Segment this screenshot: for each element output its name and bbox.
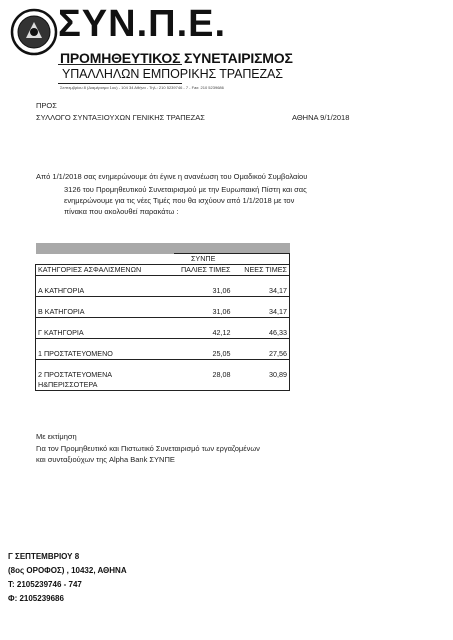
row-old-price: 28,08 bbox=[212, 370, 231, 379]
row-category: Β ΚΑΤΗΓΟΡΙΑ bbox=[36, 307, 174, 318]
closing-regards: Με εκτίμηση bbox=[36, 432, 77, 441]
row-category: 2 ΠΡΟΣΤΑΤΕΥΟΜΕΝΑ bbox=[36, 370, 174, 380]
table-row bbox=[36, 349, 290, 360]
recipient-prefix: ΠΡΟΣ bbox=[36, 101, 57, 110]
row-old-price: 25,05 bbox=[174, 349, 233, 360]
table-row bbox=[36, 328, 290, 339]
row-new-price: 30,89 bbox=[232, 370, 289, 380]
premium-table bbox=[35, 243, 290, 391]
letterhead-subtitle-2: ΥΠΑΛΛΗΛΩΝ ΕΜΠΟΡΙΚΗΣ ΤΡΑΠΕΖΑΣ bbox=[62, 67, 283, 81]
row-new-price: 46,33 bbox=[232, 328, 289, 339]
table-grey-row bbox=[36, 243, 290, 254]
row-category: Γ ΚΑΤΗΓΟΡΙΑ bbox=[36, 328, 174, 339]
letter-date: ΑΘΗΝΑ 9/1/2018 bbox=[292, 113, 350, 122]
row-new-price: 27,56 bbox=[232, 349, 289, 360]
letterhead-address: Σεπτεμβρίου 8 (Διαμέρισμα 1ου) - 104 34 Αθήνα - Τηλ.: 210 5239746 - 7 - Fax: 210 5239686 bbox=[60, 85, 224, 90]
row-category: Α ΚΑΤΗΓΟΡΙΑ bbox=[36, 286, 174, 297]
body-line: πίνακα που ακολουθεί παρακάτω : bbox=[64, 207, 179, 216]
row-old-price: 31,06 bbox=[174, 286, 233, 297]
table-row bbox=[36, 307, 290, 318]
row-new-price: 34,17 bbox=[232, 307, 289, 318]
table-row bbox=[36, 370, 290, 380]
row-old-price: 42,12 bbox=[174, 328, 233, 339]
table-row-extra bbox=[36, 380, 290, 391]
table-header-row bbox=[36, 265, 290, 276]
emblem-logo-icon bbox=[10, 8, 58, 56]
closing-org-line: Για τον Προμηθευτικό και Πιστωτικό Συνεταιρισμό των εργαζομένων bbox=[36, 444, 260, 453]
footer-street: Γ ΣΕΠΤΕΜΒΡΙΟΥ 8 bbox=[8, 552, 80, 561]
letterhead-rule-2 bbox=[58, 83, 182, 84]
body-line: 3126 του Προμηθευτικού Συνεταιρισμού με την Ευρωπαική Πίστη και σας bbox=[64, 185, 307, 194]
letterhead-subtitle-1: ΠΡΟΜΗΘΕΥΤΙΚΟΣ ΣΥΝΕΤΑΙΡΙΣΜΟΣ bbox=[60, 50, 293, 66]
group-header: ΣΥΝΠΕ bbox=[174, 254, 233, 265]
body-line: ενημερώνουμε για τις νέες Τιμές που θα ισχύουν από 1/1/2018 με τον bbox=[64, 196, 295, 205]
closing-org-line: και συνταξιούχων της Alpha Bank ΣΥΝΠΕ bbox=[36, 455, 175, 464]
footer-phone: Τ: 2105239746 - 747 bbox=[8, 580, 82, 589]
table-group-header-row bbox=[36, 254, 290, 265]
letterhead-title: ΣΥΝ.Π.Ε. bbox=[58, 3, 227, 45]
row-new-price: 34,17 bbox=[232, 286, 289, 297]
row-category: 1 ΠΡΟΣΤΑΤΕΥΟΜΕΝΟ bbox=[36, 349, 174, 360]
header-category: ΚΑΤΗΓΟΡΙΕΣ ΑΣΦΑΛΙΣΜΕΝΩΝ bbox=[36, 265, 174, 276]
row-category-extra: Η&ΠΕΡΙΣΣΟΤΕΡΑ bbox=[36, 380, 174, 391]
footer-fax: Φ: 2105239686 bbox=[8, 594, 64, 603]
table-row bbox=[36, 286, 290, 297]
row-old-price: 31,06 bbox=[174, 307, 233, 318]
body-line: Από 1/1/2018 σας ενημερώνουμε ότι έγινε η ανανέωση του Ομαδικού Συμβολαίου bbox=[36, 172, 308, 181]
header-old-prices: ΠΑΛΙΕΣ ΤΙΜΕΣ bbox=[174, 265, 233, 276]
recipient-name: ΣΥΛΛΟΓΟ ΣΥΝΤΑΞΙΟΥΧΩΝ ΓΕΝΙΚΗΣ ΤΡΑΠΕΖΑΣ bbox=[36, 113, 205, 122]
header-new-prices: ΝΕΕΣ ΤΙΜΕΣ bbox=[232, 265, 289, 276]
footer-floor-city: (8ος ΟΡΟΦΟΣ) , 10432, ΑΘΗΝΑ bbox=[8, 566, 127, 575]
